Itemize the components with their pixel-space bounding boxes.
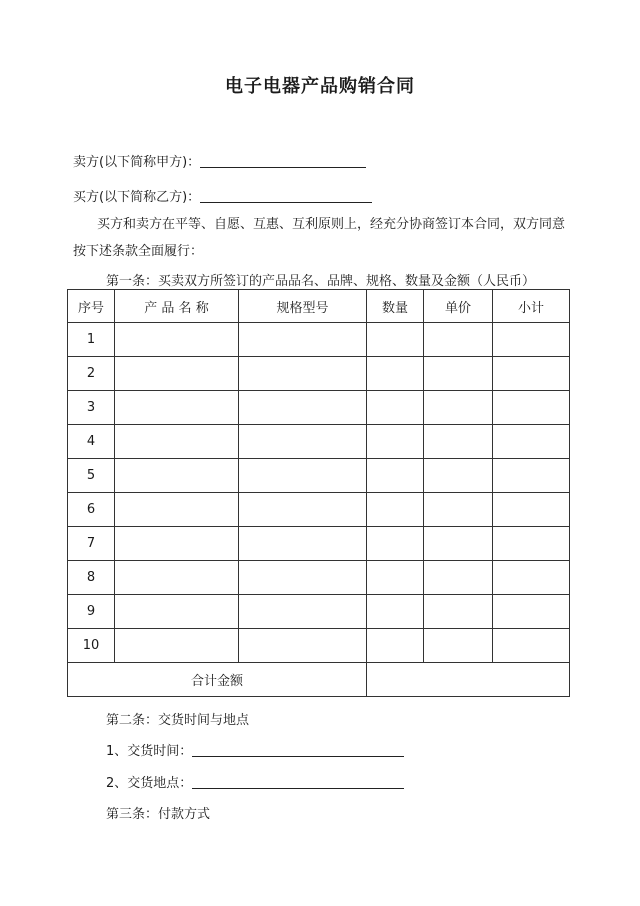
seller-line [73, 151, 366, 170]
total-amount-cell[interactable] [367, 663, 570, 697]
quantity-cell[interactable] [367, 391, 424, 425]
unit-price-cell[interactable] [424, 357, 493, 391]
unit-price-cell[interactable] [424, 493, 493, 527]
delivery-time-line [106, 740, 404, 759]
article-3-heading: 第三条：付款方式 [106, 807, 211, 822]
subtotal-cell[interactable] [493, 527, 570, 561]
subtotal-cell[interactable] [493, 357, 570, 391]
row-index: 1 [68, 323, 115, 357]
unit-price-cell[interactable] [424, 595, 493, 629]
header-quantity: 数量 [367, 290, 424, 323]
unit-price-cell[interactable] [424, 629, 493, 663]
goods-table [67, 289, 570, 697]
intro-paragraph [73, 211, 573, 265]
model-cell[interactable] [239, 561, 367, 595]
subtotal-cell[interactable] [493, 561, 570, 595]
intro-line-2: 按下述条款全面履行： [73, 244, 204, 259]
model-cell[interactable] [239, 391, 367, 425]
model-cell[interactable] [239, 629, 367, 663]
unit-price-cell[interactable] [424, 391, 493, 425]
product-name-cell[interactable] [115, 595, 239, 629]
header-subtotal: 小计 [493, 290, 570, 323]
seller-blank[interactable] [200, 154, 366, 168]
model-cell[interactable] [239, 323, 367, 357]
product-name-cell[interactable] [115, 561, 239, 595]
unit-price-cell[interactable] [424, 459, 493, 493]
product-name-cell[interactable] [115, 425, 239, 459]
quantity-cell[interactable] [367, 595, 424, 629]
buyer-blank[interactable] [200, 189, 372, 203]
header-index: 序号 [68, 290, 115, 323]
delivery-time-blank[interactable] [192, 743, 404, 757]
product-name-cell[interactable] [115, 391, 239, 425]
table-row [68, 459, 570, 493]
table-row [68, 527, 570, 561]
quantity-cell[interactable] [367, 561, 424, 595]
delivery-place-label: 2、交货地点： [106, 776, 193, 791]
article-1-heading: 第一条：买卖双方所签订的产品品名、品牌、规格、数量及金额（人民币） [106, 274, 536, 289]
product-name-cell[interactable] [115, 493, 239, 527]
subtotal-cell[interactable] [493, 391, 570, 425]
quantity-cell[interactable] [367, 357, 424, 391]
table-row [68, 629, 570, 663]
model-cell[interactable] [239, 527, 367, 561]
table-row [68, 357, 570, 391]
table-row [68, 595, 570, 629]
unit-price-cell[interactable] [424, 323, 493, 357]
quantity-cell[interactable] [367, 493, 424, 527]
row-index: 6 [68, 493, 115, 527]
buyer-label: 买方(以下简称乙方)： [73, 190, 201, 205]
model-cell[interactable] [239, 425, 367, 459]
table-header-row [68, 290, 570, 323]
seller-label: 卖方(以下简称甲方)： [73, 155, 201, 170]
table-row [68, 561, 570, 595]
table-row [68, 425, 570, 459]
subtotal-cell[interactable] [493, 595, 570, 629]
intro-line-1: 买方和卖方在平等、自愿、互惠、互利原则上，经充分协商签订本合同，双方同意 [97, 217, 566, 232]
unit-price-cell[interactable] [424, 561, 493, 595]
header-product-name: 产 品 名 称 [115, 290, 239, 323]
row-index: 7 [68, 527, 115, 561]
model-cell[interactable] [239, 595, 367, 629]
table-row [68, 493, 570, 527]
contract-title: 电子电器产品购销合同 [225, 76, 415, 97]
quantity-cell[interactable] [367, 323, 424, 357]
row-index: 8 [68, 561, 115, 595]
subtotal-cell[interactable] [493, 459, 570, 493]
subtotal-cell[interactable] [493, 629, 570, 663]
row-index: 2 [68, 357, 115, 391]
product-name-cell[interactable] [115, 357, 239, 391]
unit-price-cell[interactable] [424, 527, 493, 561]
buyer-line [73, 186, 372, 205]
row-index: 4 [68, 425, 115, 459]
row-index: 10 [68, 629, 115, 663]
subtotal-cell[interactable] [493, 323, 570, 357]
product-name-cell[interactable] [115, 323, 239, 357]
unit-price-cell[interactable] [424, 425, 493, 459]
table-row [68, 323, 570, 357]
total-row [68, 663, 570, 697]
header-unit-price: 单价 [424, 290, 493, 323]
delivery-time-label: 1、交货时间： [106, 744, 193, 759]
quantity-cell[interactable] [367, 459, 424, 493]
table-row [68, 391, 570, 425]
row-index: 3 [68, 391, 115, 425]
product-name-cell[interactable] [115, 459, 239, 493]
delivery-place-blank[interactable] [192, 775, 404, 789]
model-cell[interactable] [239, 459, 367, 493]
row-index: 5 [68, 459, 115, 493]
header-model: 规格型号 [239, 290, 367, 323]
model-cell[interactable] [239, 357, 367, 391]
subtotal-cell[interactable] [493, 425, 570, 459]
total-label: 合计金额 [68, 663, 367, 697]
quantity-cell[interactable] [367, 629, 424, 663]
quantity-cell[interactable] [367, 527, 424, 561]
product-name-cell[interactable] [115, 629, 239, 663]
product-name-cell[interactable] [115, 527, 239, 561]
row-index: 9 [68, 595, 115, 629]
delivery-place-line [106, 772, 404, 791]
model-cell[interactable] [239, 493, 367, 527]
quantity-cell[interactable] [367, 425, 424, 459]
subtotal-cell[interactable] [493, 493, 570, 527]
article-2-heading: 第二条：交货时间与地点 [106, 713, 250, 728]
